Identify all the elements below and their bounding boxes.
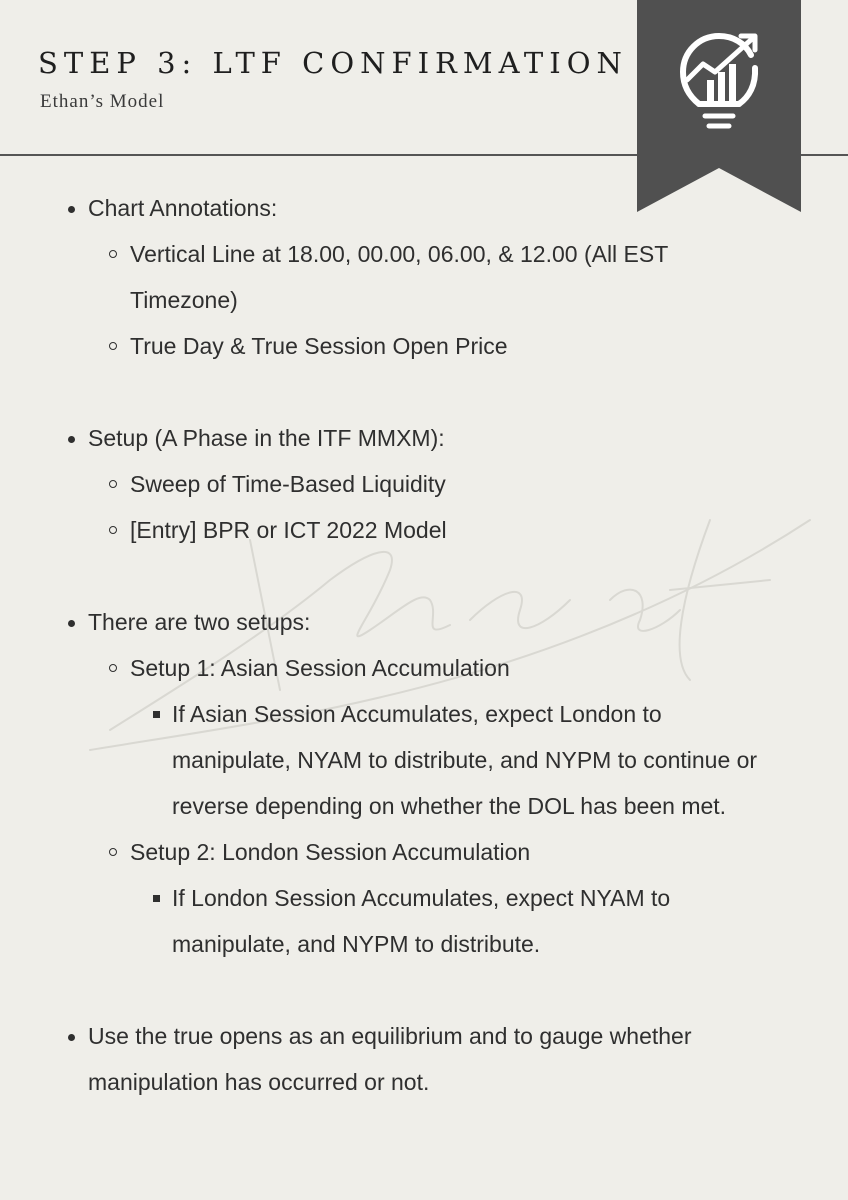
bullet-icon: [68, 1034, 75, 1041]
sub-list-item: [88, 645, 848, 829]
list-item-label: Setup (A Phase in the ITF MMXM):: [88, 425, 445, 451]
sub-list-item: [88, 461, 848, 507]
circle-bullet-icon: [109, 250, 117, 258]
detail-list-item-label: If Asian Session Accumulates, expect London to manipulate, NYAM to distribute, and NYPM to continue or reverse depending on whether the DOL has been met.: [172, 701, 758, 819]
list-item-label: There are two setups:: [88, 609, 311, 635]
list-item-label: Chart Annotations:: [88, 195, 278, 221]
sub-list-item-label: [Entry] BPR or ICT 2022 Model: [130, 517, 447, 543]
square-bullet-icon: [153, 895, 160, 902]
list-item: [0, 415, 848, 599]
sub-list-item: [88, 323, 848, 369]
detail-list-item: [130, 875, 848, 967]
circle-bullet-icon: [109, 526, 117, 534]
bullet-icon: [68, 436, 75, 443]
sub-list-item: [88, 829, 848, 967]
bullet-icon: [68, 620, 75, 627]
list-item: [0, 1013, 848, 1105]
content-list: [0, 185, 848, 1105]
page-subtitle: Ethan’s Model: [40, 91, 165, 112]
page-title: STEP 3: LTF CONFIRMATION: [38, 46, 628, 80]
square-bullet-icon: [153, 711, 160, 718]
sub-list-item-label: True Day & True Session Open Price: [130, 333, 508, 359]
list-item: [0, 599, 848, 1013]
circle-bullet-icon: [109, 342, 117, 350]
logo-banner: [637, 0, 801, 212]
sub-list-item: [88, 507, 848, 553]
detail-list-item-label: If London Session Accumulates, expect NYAM to manipulate, and NYPM to distribute.: [172, 885, 671, 957]
detail-list-item: [130, 691, 848, 829]
list-item: [0, 185, 848, 415]
circle-bullet-icon: [109, 480, 117, 488]
sub-list-item-label: Setup 1: Asian Session Accumulation: [130, 655, 510, 681]
circle-bullet-icon: [109, 664, 117, 672]
circle-bullet-icon: [109, 848, 117, 856]
list-item-label: Use the true opens as an equilibrium and to gauge whether manipulation has occurred or not.: [88, 1023, 692, 1095]
bullet-icon: [68, 206, 75, 213]
sub-list-item: [88, 231, 848, 323]
sub-list-item-label: Setup 2: London Session Accumulation: [130, 839, 531, 865]
sub-list-item-label: Sweep of Time-Based Liquidity: [130, 471, 446, 497]
sub-list-item-label: Vertical Line at 18.00, 00.00, 06.00, & 12.00 (All EST Timezone): [130, 241, 668, 313]
